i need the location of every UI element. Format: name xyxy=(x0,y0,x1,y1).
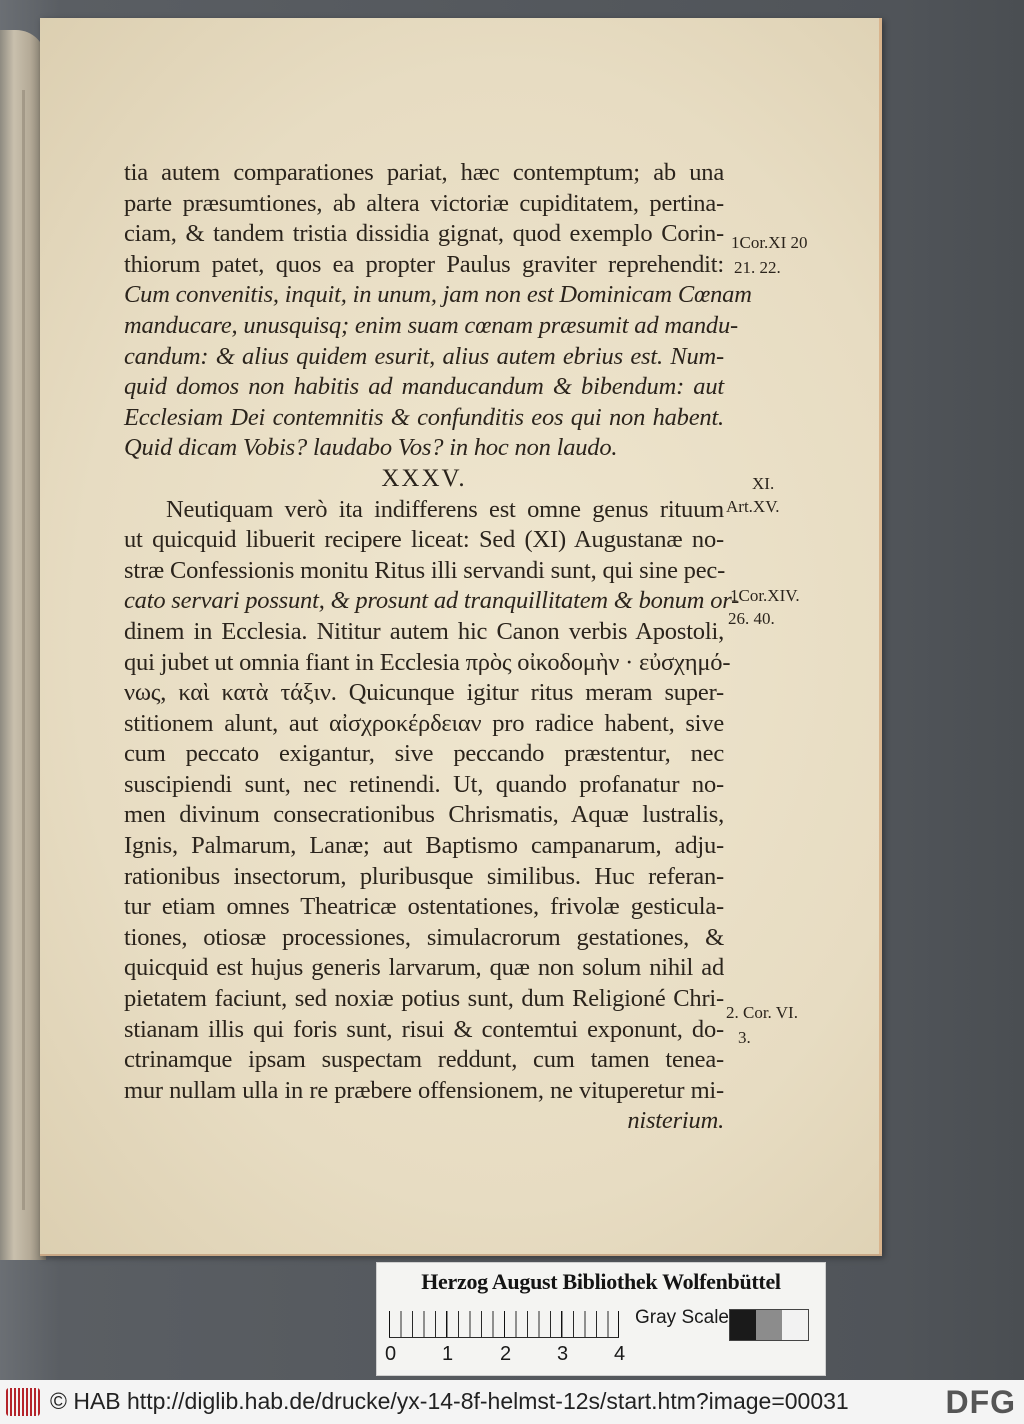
text-line: tia autem comparationes pariat, hæc contemptum; ab una xyxy=(124,159,724,186)
scale-number: 0 xyxy=(385,1343,397,1365)
margin-note: 1Cor.XI 20 xyxy=(731,233,808,252)
scale-number: 4 xyxy=(614,1343,626,1365)
page-edge-bottom xyxy=(40,1254,882,1256)
card-title: Herzog August Bibliothek Wolfenbüttel xyxy=(421,1269,781,1294)
text-line: Cum convenitis, inquit, in unum, jam non est Dominicam Cœnam xyxy=(124,281,752,309)
text-line: quicquid est hujus generis larvarum, quæ non solum nihil ad xyxy=(124,954,724,982)
margin-note: 3. xyxy=(738,1028,751,1047)
text-line: Neutiquam verò ita indifferens est omne genus rituum xyxy=(166,495,724,523)
margin-note: 1Cor.XIV. xyxy=(730,586,800,605)
footer-url-text[interactable]: © HAB http://diglib.hab.de/drucke/yx-14-8f-helmst-12s/start.htm?image=00031 xyxy=(50,1388,849,1414)
scale-ruler xyxy=(389,1311,619,1338)
scale-numbers xyxy=(383,1343,643,1369)
text-line: stræ Confessionis monitu Ritus illi servandi sunt, qui sine pec- xyxy=(124,556,726,584)
text-line: thiorum patet, quos ea propter Paulus graviter reprehendit: xyxy=(124,250,724,278)
text-line: mur nullam ulla in re præbere offensionem, ne vituperetur mi- xyxy=(124,1076,724,1104)
text-line: manducare, unusquisq; enim suam cœnam præsumit ad mandu- xyxy=(124,311,738,339)
text-line: Ecclesiam Dei contemnitis & confunditis eos qui non habent. xyxy=(124,403,724,431)
text-line: parte præsumtiones, ab altera victoriæ cupiditatem, pertina- xyxy=(124,189,724,217)
scale-number: 1 xyxy=(442,1343,454,1365)
text-line: dinem in Ecclesia. Nititur autem hic Canon verbis Apostoli, xyxy=(124,617,724,645)
text-line: suscipiendi sunt, nec retinendi. Ut, quando profanatur no- xyxy=(124,770,724,798)
text-line: candum: & alius quidem esurit, alius autem ebrius est. Num- xyxy=(124,342,724,370)
text-line: nisterium. xyxy=(627,1107,724,1135)
hab-logo-icon xyxy=(6,1388,40,1416)
color-calibration-card xyxy=(376,1262,826,1376)
margin-note: 26. 40. xyxy=(728,609,775,628)
text-line: XXXV. xyxy=(381,464,467,492)
gray-swatch xyxy=(756,1310,782,1340)
text-line: tiones, otiosæ processiones, simulacrorum gestationes, & xyxy=(124,923,724,951)
scale-number: 3 xyxy=(557,1343,569,1365)
text-line: Quid dicam Vobis? laudabo Vos? in hoc non laudo. xyxy=(124,434,618,462)
text-line: νως, καὶ κατὰ τάξιν. Quicunque igitur ritus meram super- xyxy=(124,679,724,707)
dfg-logo: DFG xyxy=(945,1384,1016,1420)
text-line: rationibus insectorum, pluribusque similibus. Huc referan- xyxy=(124,862,724,890)
text-line: cato servari possunt, & prosunt ad tranquillitatem & bonum or- xyxy=(124,587,740,615)
text-line: men divinum consecrationibus Chrismatis, Aquæ lustralis, xyxy=(124,801,724,829)
margin-note: 2. Cor. VI. xyxy=(726,1003,798,1022)
text-line: stianam illis qui foris sunt, risui & contemtui exponunt, do- xyxy=(124,1015,724,1043)
margin-note: XI. xyxy=(752,474,775,493)
gray-scale-swatches xyxy=(729,1309,809,1341)
gray-swatch xyxy=(782,1310,808,1340)
text-line: tur etiam omnes Theatricæ ostentationes, frivolæ gesticula- xyxy=(124,893,724,921)
text-line: quid domos non habitis ad manducandum & bibendum: aut xyxy=(124,373,724,401)
text-line: ctrinamque ipsam suspectam reddunt, cum tamen tenea- xyxy=(124,1046,724,1074)
footer-bar xyxy=(0,1380,1024,1424)
text-line: qui jubet ut omnia fiant in Ecclesia πρὸς οἰκοδομὴν · εὐσχημό- xyxy=(124,648,731,676)
text-line: ciam, & tandem tristia dissidia gignat, quod exemplo Corin- xyxy=(124,220,724,248)
text-line: cum peccato exigantur, sive peccando præstentur, nec xyxy=(124,740,724,768)
gray-scale-label: Gray Scale xyxy=(635,1307,729,1328)
text-line: ut quicquid libuerit recipere liceat: Sed (XI) Augustanæ no- xyxy=(124,526,724,554)
text-line: stitionem alunt, aut αἰσχροκέρδειαν pro radice habent, sive xyxy=(124,709,724,737)
gray-swatch xyxy=(730,1310,756,1340)
text-line: Ignis, Palmarum, Lanæ; aut Baptismo campanarum, adju- xyxy=(124,832,724,860)
margin-note: 21. 22. xyxy=(734,258,781,277)
margin-note: Art.XV. xyxy=(726,497,780,516)
page-edge-right xyxy=(879,18,882,1256)
text-line: pietatem faciunt, sed noxiæ potius sunt, dum Religioné Chri- xyxy=(124,985,724,1013)
scale-number: 2 xyxy=(500,1343,512,1365)
